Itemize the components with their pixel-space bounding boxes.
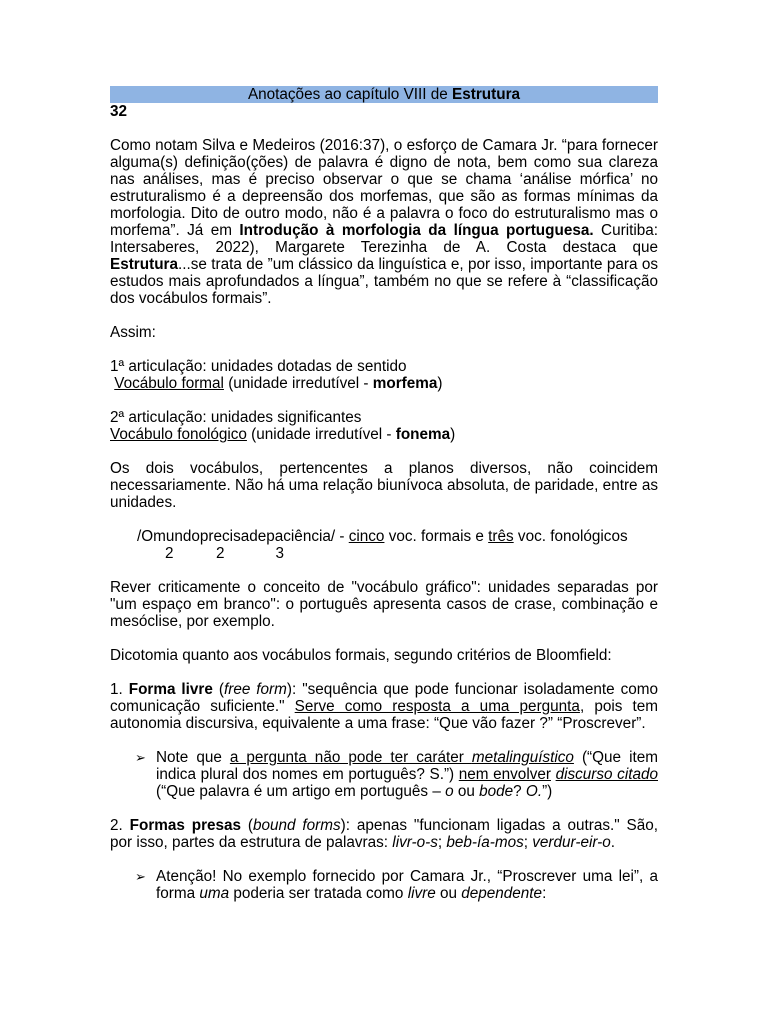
paren-open: ( (212, 681, 224, 698)
intro-estrutura: Estrutura (110, 256, 178, 273)
bullet-text-part: Atenção! No exemplo fornecido por Camara Jr., “Proscrever uma lei”, a forma (156, 868, 658, 902)
header-title: Anotações ao capítulo VIII de (247, 86, 453, 103)
dois-vocabulos-paragraph: Os dois vocábulos, pertencentes a planos diversos, não coincidem necessariamente. Não há uma relação biunívoca absoluta, de paridade, entre as unidades. (110, 460, 658, 511)
nem-envolver: nem envolver (458, 766, 551, 783)
example-bebiamos: beb-ía-mos (446, 834, 524, 851)
paren-close: ) (437, 375, 443, 392)
forma-livre-end: , pois tem autonomia discursiva, equivalente a uma frase: “Que vão fazer ?” “Proscrever”. (110, 698, 658, 732)
item-number: 1. (110, 681, 129, 698)
bullet-text-part: Note que (156, 749, 230, 766)
example-mid: voc. formais e (384, 528, 489, 545)
bullet-note-atencao (110, 868, 658, 902)
separator: ; (523, 834, 533, 851)
bullet-text-part: ”) (542, 783, 553, 800)
period: . (610, 834, 616, 851)
intro-text-3: ...se trata de ”um clássico da linguística e, por isso, importante para os estudos mais aprofundados a língua”, também no que se refere à “classificação dos vocábulos formais”. (110, 256, 658, 307)
bullet-text-part: : (542, 885, 547, 902)
page-number: 32 (110, 103, 128, 120)
vocabulo-formal-line (110, 375, 658, 392)
formas-presas-paragraph (110, 817, 658, 851)
forma-livre-term: Forma livre (128, 681, 213, 698)
bullet-text-part: ou (453, 783, 480, 800)
assim-label: Assim: (110, 324, 156, 341)
intro-text-2: Curitiba: Intersaberes, 2022), Margarete Terezinha de A. Costa destaca que (110, 222, 659, 256)
cinco: cinco (348, 528, 385, 545)
vocabulo-formal: Vocábulo formal (114, 375, 224, 392)
morfema: morfema (372, 375, 438, 392)
separator: ; (437, 834, 447, 851)
forma-livre-def: ): "sequência que pode funcionar isoladamente como comunicação suficiente." (110, 681, 659, 715)
example-phrase: /Omundoprecisadepaciência/ - (137, 528, 349, 545)
arrow-bullet-icon: ➢ (135, 869, 146, 884)
italic-bode: bode (479, 783, 514, 800)
formas-presas-def: ): apenas "funcionam ligadas a outras." São, por isso, partes da estrutura de palavras: (110, 817, 658, 851)
chapter-header (110, 86, 658, 103)
bullet-text (156, 868, 658, 902)
vocab-formal-desc: (unidade irredutível - (223, 375, 373, 392)
arrow-bullet-icon: ➢ (135, 750, 146, 765)
tres: três (488, 528, 514, 545)
intro-text-1: Como notam Silva e Medeiros (2016:37), o esforço de Camara Jr. “para fornecer alguma(s) definição(ções) de palavra é digno de nota, bem como sua clareza nas análises, mas é preciso observar o que se chama ‘análise mórfica’ no estruturalismo é a depreensão dos morfemas, que são as formas mínimas da morfologia. Dito de outro modo, não é a palavra o foco do estruturalismo mas o morfema”. Já em (110, 137, 658, 239)
forma-livre-emphasis: Serve como resposta a uma pergunta (294, 698, 580, 715)
bullet-text-part: (“Que palavra é um artigo em português – (156, 783, 446, 800)
example-verdureiro: verdur-eir-o (532, 834, 611, 851)
bullet-text-part: ou (435, 885, 462, 902)
dicotomia-paragraph: Dicotomia quanto aos vocábulos formais, segundo critérios de Bloomfield: (110, 647, 612, 664)
example-line (110, 528, 658, 545)
italic-livre: livre (407, 885, 436, 902)
paren-close: ) (450, 426, 456, 443)
vocab-fonologico-desc: (unidade irredutível - (246, 426, 396, 443)
example-numbers: 2 2 3 (165, 545, 285, 562)
forma-livre-paragraph (110, 681, 658, 732)
italic-uma: uma (199, 885, 230, 902)
vocabulo-fonologico-line (110, 426, 658, 443)
bullet-text-part: ? (513, 783, 526, 800)
fonema: fonema (395, 426, 451, 443)
document-page (110, 86, 658, 902)
articulacao-1: 1ª articulação: unidades dotadas de sentido (110, 358, 407, 375)
italic-dependente: dependente (461, 885, 543, 902)
example-livros: livr-o-s (392, 834, 438, 851)
book-title: Introdução à morfologia da língua portuguesa. (239, 222, 594, 239)
bullet-text (156, 749, 658, 800)
italic-O: O. (525, 783, 543, 800)
rever-paragraph: Rever criticamente o conceito de "vocábulo gráfico": unidades separadas por "um espaço em branco": o português apresenta casos de crase, combinação e mesóclise, por exemplo. (110, 579, 658, 630)
italic-o: o (445, 783, 454, 800)
bullet-text-part: poderia ser tratada como (229, 885, 408, 902)
discurso-citado: discurso citado (555, 766, 658, 783)
free-form-term: free form (223, 681, 287, 698)
metalinguistico: metalinguístico (471, 749, 574, 766)
vocabulo-fonologico: Vocábulo fonológico (110, 426, 247, 443)
bullet-underline: a pergunta não pode ter caráter (229, 749, 472, 766)
header-title-bold: Estrutura (452, 86, 521, 103)
intro-paragraph (110, 137, 658, 307)
articulacao-2: 2ª articulação: unidades significantes (110, 409, 362, 426)
bullet-text-part: (“Que item indica plural dos nomes em português? S.”) (156, 749, 658, 783)
example-end: voc. fonológicos (513, 528, 628, 545)
bound-forms-term: bound forms (253, 817, 341, 834)
item-number: 2. (110, 817, 130, 834)
paren-open: ( (241, 817, 254, 834)
formas-presas-term: Formas presas (129, 817, 242, 834)
bullet-note-pergunta (110, 749, 658, 800)
